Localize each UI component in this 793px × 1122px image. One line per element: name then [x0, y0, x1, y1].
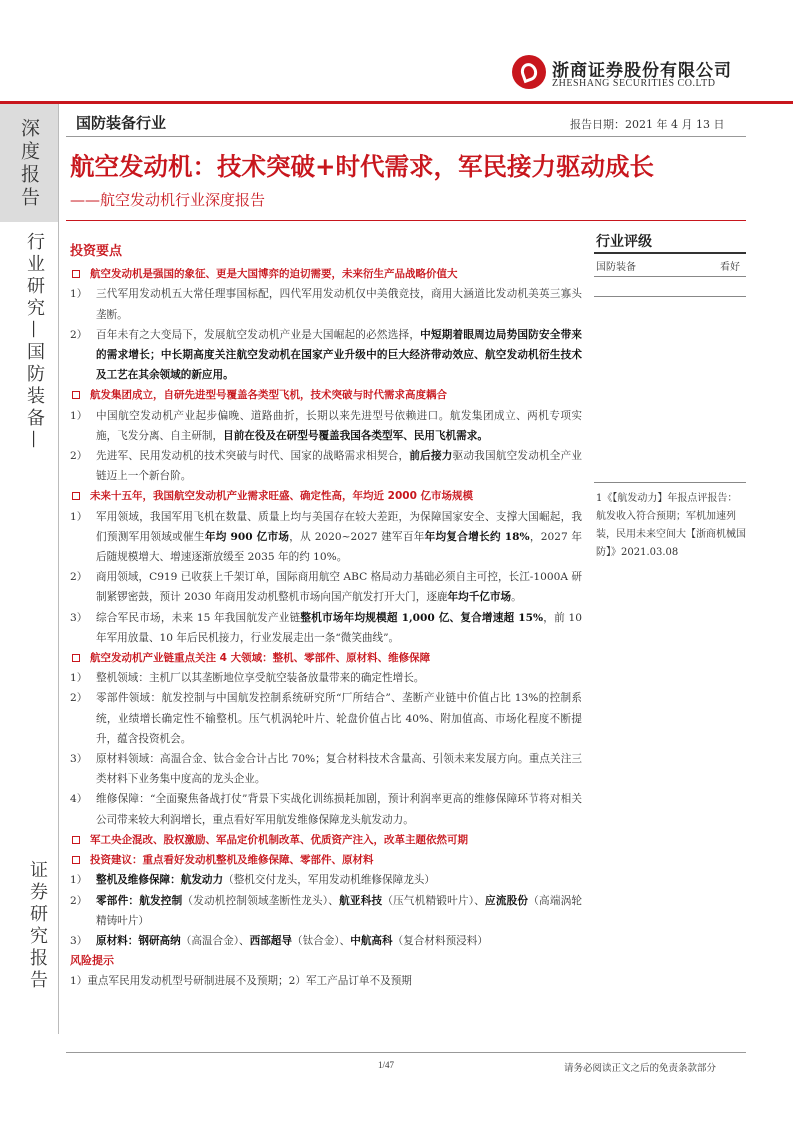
list-item: 4） 维修保障：“全面聚焦备战打仗”背景下实战化训练损耗加剧，预计利润率更高的维修保障环节将对相关公司带来较大利润增长，重点看好军用航发维修保障龙头航发动力。: [70, 793, 582, 826]
side-label-category: 行业研究—国防装备—: [24, 232, 45, 452]
rating-divider: [594, 276, 746, 277]
bullet-heading: 航空发动机产业链重点关注 4 大领域：整机、零部件、原材料、维修保障: [70, 648, 582, 668]
investment-highlights: [70, 242, 582, 992]
page-title: 航空发动机：技术突破+时代需求，军民接力驱动成长: [70, 152, 655, 181]
checkbox-bullet-icon: [72, 654, 80, 662]
list-item: 1） 中国航空发动机产业起步偏晚、道路曲折，长期以来先进型号依赖进口。航发集团成立、两机专项实施，飞发分离、自主研制，目前在役及在研型号覆盖我国各类型军、民用飞机需求。: [70, 409, 582, 442]
section-title: 投资要点: [70, 244, 123, 259]
list-item: 1） 军用领域，我国军用飞机在数量、质量上均与美国存在较大差距，为保障国家安全、支撑大国崛起，我们预测军用领域或催生年均 900 亿市场，从 2020~2027 建军百年年均复合增长约 18%，2027 年后随规模增大、增速逐渐放缓至 2035 年的约 10%。: [70, 510, 582, 564]
list-item: 2） 先进军、民用发动机的技术突破与时代、国家的战略需求相契合，前后接力驱动我国航空发动机全产业链迈上一个新台阶。: [70, 450, 583, 483]
header-red-rule: [0, 101, 793, 104]
list-item: 1） 三代军用发动机五大常任理事国标配，四代军用发动机仅中美俄竞技，商用大涵道比发动机美英三寡头垄断。: [70, 288, 582, 321]
list-item: 2） 百年未有之大变局下，发展航空发动机产业是大国崛起的必然选择，中短期着眼周边局势国防安全带来的需求增长；中长期高度关注航空发动机在国家产业升级中的巨大经济带动效应、航空发动机衍生技术及工艺在其余领域的新应用。: [70, 328, 582, 382]
page-subtitle: ——航空发动机行业深度报告: [70, 191, 266, 209]
brand-name-cn: 浙商证券股份有限公司: [552, 61, 732, 81]
risk-text: 1）重点军民用发动机型号研制进展不及预期；2）军工产品订单不及预期: [70, 975, 412, 988]
checkbox-bullet-icon: [72, 856, 80, 864]
checkbox-bullet-icon: [72, 270, 80, 278]
checkbox-bullet-icon: [72, 391, 80, 399]
list-item: 2） 零部件领域：航发控制与中国航发控制系统研究所“厂所结合”、垄断产业链中价值占比 13%的控制系统，业绩增长确定性不输整机。压气机涡轮叶片、轮盘价值占比 40%、附加值高、市场化程度不断提升，蕴含投资机会。: [70, 692, 582, 745]
list-item: 1） 整机领域：主机厂以其垄断地位享受航空装备放量带来的确定性增长。: [70, 672, 425, 685]
rating-divider: [594, 296, 746, 297]
rating-value: 看好: [720, 262, 740, 273]
footer-divider: [66, 1052, 746, 1053]
bullet-heading: 未来十五年，我国航空发动机产业需求旺盛、确定性高，年均近 2000 亿市场规模: [70, 486, 582, 506]
list-item: 1） 整机及维修保障：航发动力（整机交付龙头，军用发动机维修保障龙头）: [70, 874, 435, 887]
side-divider: [58, 104, 59, 1034]
list-item: 2） 零部件：航发控制（发动机控制领域垄断性龙头）、航亚科技（压气机精锻叶片）、应流股份（高端涡轮精铸叶片）: [70, 894, 583, 927]
side-label-research: 证券研究报告: [27, 860, 48, 992]
footer-disclaimer: 请务必阅读正文之后的免责条款部分: [564, 1063, 717, 1074]
side-label-report-type: 深度报告: [18, 118, 40, 210]
page-number: 1/47: [378, 1060, 395, 1070]
list-item: 3） 综合军民市场，未来 15 年我国航发产业链整机市场年均规模超 1,000 亿、复合增速超 15%，前 10 年军用放量、10 年后民机接力，行业发展走出一条“微笑曲线”。: [70, 611, 582, 644]
industry-label: 国防装备行业: [76, 114, 167, 132]
bullet-heading: 军工央企混改、股权激励、军品定价机制改革、优质资产注入，改革主题依然可期: [70, 830, 582, 850]
checkbox-bullet-icon: [72, 836, 80, 844]
bullet-heading: 投资建议：重点看好发动机整机及维修保障、零部件、原材料: [70, 850, 582, 870]
header-divider: [66, 136, 746, 137]
report-date: 报告日期：2021 年 4 月 13 日: [570, 118, 725, 131]
related-divider: [594, 482, 746, 483]
title-divider: [66, 220, 746, 221]
checkbox-bullet-icon: [72, 492, 80, 500]
bullet-heading: 航发集团成立，自研先进型号覆盖各类型飞机，技术突破与时代需求高度耦合: [70, 385, 582, 405]
rating-divider: [594, 252, 746, 254]
rating-title: 行业评级: [596, 234, 652, 250]
bullet-heading: 航空发动机是强国的象征、更是大国博弈的迫切需要，未来衍生产品战略价值大: [70, 264, 582, 284]
related-report: 1《【航发动力】年报点评报告：航发收入符合预期；军机加速列装，民用未来空间大【浙商机械国防】》2021.03.08: [596, 493, 746, 558]
risk-title: 风险提示: [70, 954, 114, 968]
list-item: 2） 商用领域，C919 已收获上千架订单，国际商用航空 ABC 格局动力基础必须自主可控，长江-1000A 研制紧锣密鼓，预计 2030 年商用发动机整机市场向国产航发打开大门，逐鹿年均千亿市场。: [70, 571, 582, 604]
brand-logo-icon: [512, 55, 546, 89]
list-item: 3） 原材料领域：高温合金、钛合金合计占比 70%；复合材料技术含量高、引领未来发展方向。重点关注三类材料下业务集中度高的龙头企业。: [70, 753, 582, 786]
rating-sector: 国防装备: [596, 262, 636, 273]
brand-name-en: ZHESHANG SECURITIES CO.LTD: [552, 78, 716, 89]
list-item: 3） 原材料：钢研高纳（高温合金）、西部超导（钛合金）、中航高科（复合材料预浸料）: [70, 934, 488, 947]
